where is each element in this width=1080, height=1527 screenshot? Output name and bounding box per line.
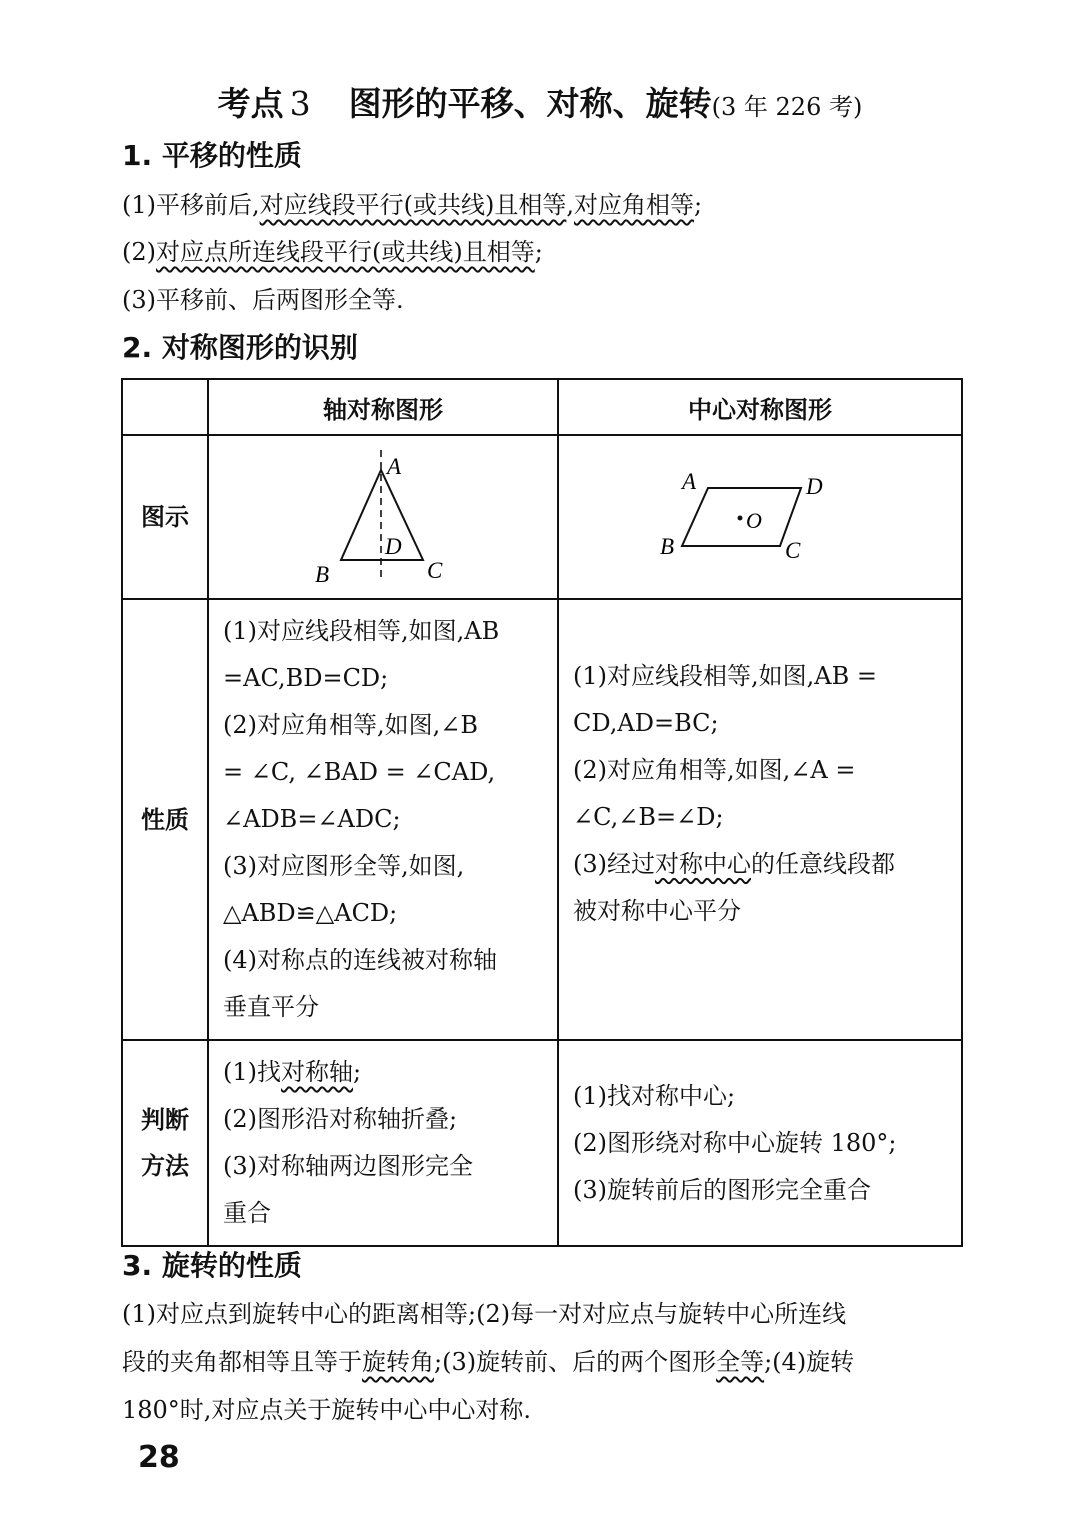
vertex-d-label: D bbox=[806, 474, 823, 499]
center-method-line: (1)找对称中心; bbox=[573, 1081, 736, 1110]
vertex-a-label: A bbox=[387, 454, 402, 479]
axis-method-line: (2)图形沿对称轴折叠; bbox=[223, 1105, 458, 1133]
page-title bbox=[0, 78, 1080, 125]
axis-symmetry-properties bbox=[208, 599, 558, 1040]
section3-line-2: 段的夹角都相等且等于旋转角;(3)旋转前、后的两个图形全等;(4)旋转 bbox=[122, 1348, 855, 1376]
section1-line-2: (2)对应点所连线段平行(或共线)且相等; bbox=[122, 238, 543, 266]
table-corner bbox=[122, 379, 208, 435]
row-label-property: 性质 bbox=[122, 599, 208, 1040]
axis-method-line: (1)找对称轴; bbox=[223, 1058, 362, 1086]
axis-prop-line: △ABD≌△ACD; bbox=[223, 899, 398, 927]
vertex-b-label: B bbox=[660, 534, 675, 559]
center-symmetry-figure bbox=[558, 435, 962, 599]
title-label: 考点 bbox=[217, 84, 284, 123]
axis-prop-line: (1)对应线段相等,如图,AB bbox=[223, 617, 500, 645]
header-axis-symmetry: 轴对称图形 bbox=[208, 379, 558, 435]
axis-prop-line: = ∠C, ∠BAD = ∠CAD, bbox=[223, 758, 496, 786]
isosceles-triangle-diagram bbox=[283, 442, 483, 592]
center-symmetry-properties bbox=[558, 599, 962, 1040]
center-prop-line: (3)经过对称中心的任意线段都 bbox=[573, 849, 895, 878]
vertex-b-label: B bbox=[315, 562, 330, 587]
center-symmetry-methods bbox=[558, 1040, 962, 1246]
row-label-figure: 图示 bbox=[122, 435, 208, 599]
title-number: 3 bbox=[289, 84, 311, 123]
axis-prop-line: ∠ADB=∠ADC; bbox=[223, 805, 401, 833]
section2-heading: 2. 对称图形的识别 bbox=[122, 331, 358, 364]
axis-prop-line: =AC,BD=CD; bbox=[223, 664, 389, 692]
center-method-line: (2)图形绕对称中心旋转 180°; bbox=[573, 1128, 897, 1157]
title-frequency: (3 年 226 考) bbox=[711, 93, 863, 121]
vertex-a-label: A bbox=[682, 469, 697, 494]
triangle-abc bbox=[341, 470, 423, 560]
section1-line-3: (3)平移前、后两图形全等. bbox=[122, 286, 404, 314]
axis-prop-line: (2)对应角相等,如图,∠B bbox=[223, 711, 478, 739]
title-topic: 图形的平移、对称、旋转 bbox=[348, 84, 712, 123]
center-o-label: O bbox=[746, 508, 762, 533]
axis-symmetry-figure bbox=[208, 435, 558, 599]
axis-symmetry-methods bbox=[208, 1040, 558, 1246]
axis-prop-line: 垂直平分 bbox=[223, 993, 319, 1021]
header-center-symmetry: 中心对称图形 bbox=[558, 379, 962, 435]
axis-method-line: 重合 bbox=[223, 1199, 271, 1227]
point-d-label: D bbox=[385, 534, 402, 559]
row-label-method: 判断 方法 bbox=[122, 1040, 208, 1246]
center-prop-line: (1)对应线段相等,如图,AB = bbox=[573, 661, 877, 690]
section1-line-1: (1)平移前后,对应线段平行(或共线)且相等,对应角相等; bbox=[122, 191, 703, 219]
section1-heading: 1. 平移的性质 bbox=[122, 139, 302, 172]
center-point-o bbox=[738, 516, 743, 521]
vertex-c-label: C bbox=[427, 558, 443, 583]
section3-heading: 3. 旋转的性质 bbox=[122, 1249, 302, 1282]
parallelogram-diagram bbox=[660, 462, 860, 572]
axis-method-line: (3)对称轴两边图形完全 bbox=[223, 1152, 473, 1180]
center-prop-line: ∠C,∠B=∠D; bbox=[573, 802, 724, 831]
center-prop-line: CD,AD=BC; bbox=[573, 708, 719, 737]
section3-line-3: 180°时,对应点关于旋转中心中心对称. bbox=[122, 1396, 532, 1424]
center-prop-line: 被对称中心平分 bbox=[573, 896, 741, 925]
symmetry-table bbox=[121, 378, 963, 1247]
page-number: 28 bbox=[138, 1440, 180, 1475]
axis-prop-line: (3)对应图形全等,如图, bbox=[223, 852, 465, 880]
center-prop-line: (2)对应角相等,如图,∠A = bbox=[573, 755, 856, 784]
section3-line-1: (1)对应点到旋转中心的距离相等;(2)每一对对应点与旋转中心所连线 bbox=[122, 1300, 847, 1328]
axis-prop-line: (4)对称点的连线被对称轴 bbox=[223, 946, 497, 974]
vertex-c-label: C bbox=[785, 538, 801, 563]
center-method-line: (3)旋转前后的图形完全重合 bbox=[573, 1175, 871, 1204]
